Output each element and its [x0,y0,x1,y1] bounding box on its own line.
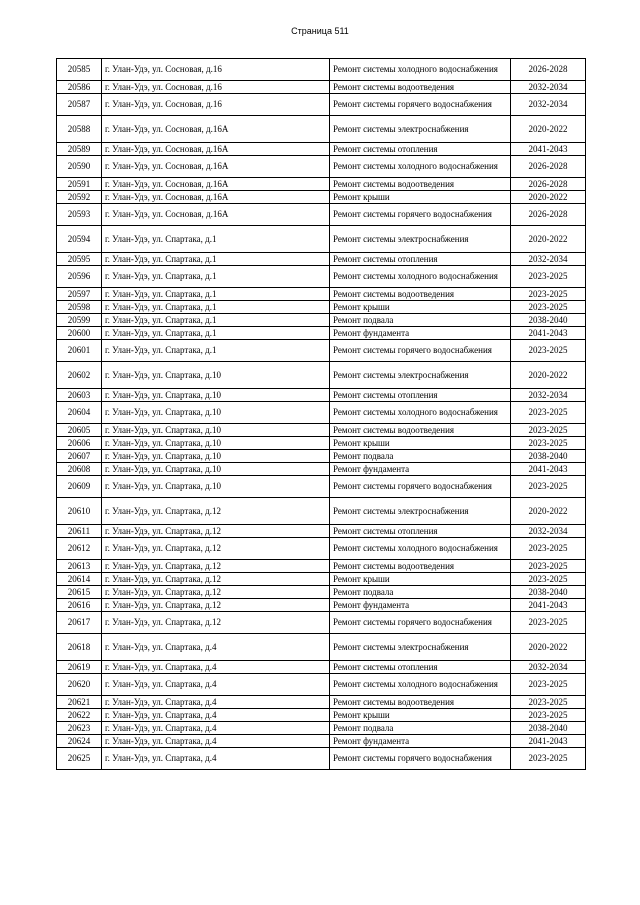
row-work-type: Ремонт системы холодного водоснабжения [330,402,511,424]
row-period: 2023-2025 [511,476,586,498]
row-address: г. Улан-Удэ, ул. Спартака, д.1 [102,340,330,362]
row-work-type: Ремонт системы водоотведения [330,288,511,301]
row-work-type: Ремонт фундамента [330,463,511,476]
table-row [57,226,586,253]
row-address: г. Улан-Удэ, ул. Спартака, д.4 [102,696,330,709]
row-address: г. Улан-Удэ, ул. Спартака, д.12 [102,586,330,599]
row-address: г. Улан-Удэ, ул. Спартака, д.12 [102,498,330,525]
table-row [57,362,586,389]
row-address: г. Улан-Удэ, ул. Спартака, д.12 [102,599,330,612]
table-row [57,253,586,266]
row-period: 2023-2025 [511,674,586,696]
table-row [57,599,586,612]
row-work-type: Ремонт системы водоотведения [330,424,511,437]
row-number: 20597 [57,288,102,301]
table-row [57,696,586,709]
table-body [57,59,586,770]
row-address: г. Улан-Удэ, ул. Сосновая, д.16А [102,116,330,143]
row-number: 20591 [57,178,102,191]
row-work-type: Ремонт системы отопления [330,661,511,674]
row-address: г. Улан-Удэ, ул. Спартака, д.4 [102,748,330,770]
row-work-type: Ремонт системы водоотведения [330,178,511,191]
table-row [57,327,586,340]
row-number: 20603 [57,389,102,402]
row-address: г. Улан-Удэ, ул. Спартака, д.10 [102,476,330,498]
row-period: 2032-2034 [511,389,586,402]
table-row [57,748,586,770]
row-address: г. Улан-Удэ, ул. Спартака, д.10 [102,362,330,389]
row-number: 20589 [57,143,102,156]
row-period: 2032-2034 [511,94,586,116]
row-number: 20590 [57,156,102,178]
row-number: 20587 [57,94,102,116]
row-work-type: Ремонт системы водоотведения [330,696,511,709]
row-address: г. Улан-Удэ, ул. Спартака, д.4 [102,722,330,735]
row-work-type: Ремонт системы отопления [330,525,511,538]
row-number: 20592 [57,191,102,204]
row-period: 2038-2040 [511,450,586,463]
row-address: г. Улан-Удэ, ул. Спартака, д.10 [102,450,330,463]
row-number: 20619 [57,661,102,674]
table-row [57,389,586,402]
table-row [57,722,586,735]
row-number: 20617 [57,612,102,634]
row-address: г. Улан-Удэ, ул. Спартака, д.12 [102,525,330,538]
table-row [57,314,586,327]
row-number: 20594 [57,226,102,253]
table-row [57,301,586,314]
row-period: 2023-2025 [511,288,586,301]
table-row [57,586,586,599]
row-number: 20612 [57,538,102,560]
row-address: г. Улан-Удэ, ул. Спартака, д.10 [102,437,330,450]
table-row [57,266,586,288]
row-number: 20600 [57,327,102,340]
row-period: 2023-2025 [511,538,586,560]
row-work-type: Ремонт фундамента [330,327,511,340]
row-number: 20596 [57,266,102,288]
row-period: 2023-2025 [511,573,586,586]
table-row [57,498,586,525]
row-number: 20616 [57,599,102,612]
row-address: г. Улан-Удэ, ул. Спартака, д.1 [102,253,330,266]
row-address: г. Улан-Удэ, ул. Спартака, д.4 [102,634,330,661]
row-work-type: Ремонт системы холодного водоснабжения [330,674,511,696]
row-address: г. Улан-Удэ, ул. Спартака, д.12 [102,560,330,573]
row-period: 2038-2040 [511,314,586,327]
row-work-type: Ремонт фундамента [330,599,511,612]
row-address: г. Улан-Удэ, ул. Спартака, д.10 [102,463,330,476]
row-address: г. Улан-Удэ, ул. Сосновая, д.16А [102,156,330,178]
row-period: 2041-2043 [511,143,586,156]
row-period: 2026-2028 [511,59,586,81]
row-period: 2023-2025 [511,424,586,437]
row-address: г. Улан-Удэ, ул. Спартака, д.1 [102,288,330,301]
row-number: 20585 [57,59,102,81]
row-period: 2032-2034 [511,81,586,94]
table-row [57,437,586,450]
table-row [57,450,586,463]
table-row [57,178,586,191]
row-period: 2038-2040 [511,586,586,599]
row-address: г. Улан-Удэ, ул. Сосновая, д.16 [102,81,330,94]
row-number: 20623 [57,722,102,735]
row-number: 20602 [57,362,102,389]
row-period: 2023-2025 [511,612,586,634]
row-work-type: Ремонт системы отопления [330,253,511,266]
row-work-type: Ремонт системы электроснабжения [330,362,511,389]
table-row [57,143,586,156]
row-work-type: Ремонт фундамента [330,735,511,748]
row-period: 2032-2034 [511,253,586,266]
table-row [57,525,586,538]
table-row [57,94,586,116]
row-number: 20622 [57,709,102,722]
row-address: г. Улан-Удэ, ул. Сосновая, д.16 [102,94,330,116]
table-row [57,204,586,226]
row-work-type: Ремонт подвала [330,586,511,599]
row-work-type: Ремонт крыши [330,301,511,314]
row-number: 20614 [57,573,102,586]
row-work-type: Ремонт системы горячего водоснабжения [330,94,511,116]
row-number: 20607 [57,450,102,463]
row-work-type: Ремонт системы горячего водоснабжения [330,748,511,770]
row-address: г. Улан-Удэ, ул. Спартака, д.10 [102,402,330,424]
page-header: Страница 511 [291,26,349,36]
row-work-type: Ремонт системы горячего водоснабжения [330,612,511,634]
row-work-type: Ремонт системы водоотведения [330,560,511,573]
row-period: 2023-2025 [511,266,586,288]
row-number: 20620 [57,674,102,696]
row-number: 20586 [57,81,102,94]
row-number: 20615 [57,586,102,599]
row-number: 20595 [57,253,102,266]
row-number: 20621 [57,696,102,709]
row-number: 20606 [57,437,102,450]
table-row [57,463,586,476]
row-address: г. Улан-Удэ, ул. Спартака, д.1 [102,301,330,314]
row-address: г. Улан-Удэ, ул. Спартака, д.12 [102,612,330,634]
row-work-type: Ремонт подвала [330,722,511,735]
row-work-type: Ремонт крыши [330,573,511,586]
table-row [57,402,586,424]
row-work-type: Ремонт крыши [330,709,511,722]
table-row [57,424,586,437]
row-period: 2020-2022 [511,634,586,661]
row-number: 20625 [57,748,102,770]
row-period: 2020-2022 [511,362,586,389]
row-period: 2023-2025 [511,560,586,573]
row-number: 20610 [57,498,102,525]
row-work-type: Ремонт подвала [330,314,511,327]
row-address: г. Улан-Удэ, ул. Спартака, д.1 [102,266,330,288]
row-period: 2041-2043 [511,735,586,748]
row-work-type: Ремонт системы горячего водоснабжения [330,204,511,226]
row-period: 2026-2028 [511,156,586,178]
row-period: 2020-2022 [511,116,586,143]
table-row [57,81,586,94]
table-row [57,476,586,498]
table-row [57,156,586,178]
row-number: 20588 [57,116,102,143]
row-work-type: Ремонт системы горячего водоснабжения [330,476,511,498]
row-number: 20618 [57,634,102,661]
row-work-type: Ремонт системы холодного водоснабжения [330,59,511,81]
row-period: 2020-2022 [511,191,586,204]
row-address: г. Улан-Удэ, ул. Спартака, д.4 [102,674,330,696]
row-number: 20611 [57,525,102,538]
row-number: 20608 [57,463,102,476]
row-period: 2020-2022 [511,226,586,253]
row-address: г. Улан-Удэ, ул. Сосновая, д.16 [102,59,330,81]
row-address: г. Улан-Удэ, ул. Сосновая, д.16А [102,191,330,204]
row-period: 2041-2043 [511,463,586,476]
row-address: г. Улан-Удэ, ул. Спартака, д.1 [102,327,330,340]
row-work-type: Ремонт системы горячего водоснабжения [330,340,511,362]
row-number: 20593 [57,204,102,226]
row-work-type: Ремонт системы электроснабжения [330,634,511,661]
row-number: 20604 [57,402,102,424]
table-row [57,735,586,748]
row-period: 2023-2025 [511,301,586,314]
row-period: 2023-2025 [511,437,586,450]
row-address: г. Улан-Удэ, ул. Спартака, д.10 [102,389,330,402]
row-period: 2023-2025 [511,696,586,709]
row-number: 20599 [57,314,102,327]
table-row [57,709,586,722]
row-period: 2023-2025 [511,748,586,770]
table-row [57,674,586,696]
row-period: 2032-2034 [511,525,586,538]
row-work-type: Ремонт крыши [330,437,511,450]
table-row [57,612,586,634]
row-address: г. Улан-Удэ, ул. Спартака, д.12 [102,573,330,586]
table-row [57,191,586,204]
row-period: 2032-2034 [511,661,586,674]
row-address: г. Улан-Удэ, ул. Спартака, д.4 [102,735,330,748]
row-address: г. Улан-Удэ, ул. Спартака, д.4 [102,709,330,722]
row-period: 2020-2022 [511,498,586,525]
table-row [57,538,586,560]
row-work-type: Ремонт системы холодного водоснабжения [330,156,511,178]
row-period: 2041-2043 [511,327,586,340]
table-row [57,59,586,81]
table-row [57,573,586,586]
row-period: 2026-2028 [511,204,586,226]
row-number: 20601 [57,340,102,362]
row-number: 20598 [57,301,102,314]
table-row [57,288,586,301]
row-work-type: Ремонт системы электроснабжения [330,498,511,525]
row-period: 2023-2025 [511,402,586,424]
row-period: 2023-2025 [511,340,586,362]
row-address: г. Улан-Удэ, ул. Спартака, д.4 [102,661,330,674]
row-period: 2026-2028 [511,178,586,191]
row-work-type: Ремонт системы электроснабжения [330,226,511,253]
row-number: 20605 [57,424,102,437]
table-row [57,661,586,674]
repair-schedule-table [56,58,586,770]
row-address: г. Улан-Удэ, ул. Сосновая, д.16А [102,178,330,191]
row-number: 20624 [57,735,102,748]
row-work-type: Ремонт системы холодного водоснабжения [330,538,511,560]
row-address: г. Улан-Удэ, ул. Сосновая, д.16А [102,204,330,226]
row-address: г. Улан-Удэ, ул. Спартака, д.1 [102,314,330,327]
row-work-type: Ремонт системы электроснабжения [330,116,511,143]
table-row [57,116,586,143]
row-work-type: Ремонт системы холодного водоснабжения [330,266,511,288]
row-work-type: Ремонт системы водоотведения [330,81,511,94]
row-work-type: Ремонт системы отопления [330,389,511,402]
row-period: 2023-2025 [511,709,586,722]
row-work-type: Ремонт подвала [330,450,511,463]
row-address: г. Улан-Удэ, ул. Спартака, д.1 [102,226,330,253]
row-address: г. Улан-Удэ, ул. Спартака, д.10 [102,424,330,437]
row-period: 2038-2040 [511,722,586,735]
row-number: 20609 [57,476,102,498]
row-number: 20613 [57,560,102,573]
table-row [57,560,586,573]
row-work-type: Ремонт системы отопления [330,143,511,156]
row-work-type: Ремонт крыши [330,191,511,204]
row-address: г. Улан-Удэ, ул. Спартака, д.12 [102,538,330,560]
row-period: 2041-2043 [511,599,586,612]
table-row [57,634,586,661]
row-address: г. Улан-Удэ, ул. Сосновая, д.16А [102,143,330,156]
table-row [57,340,586,362]
